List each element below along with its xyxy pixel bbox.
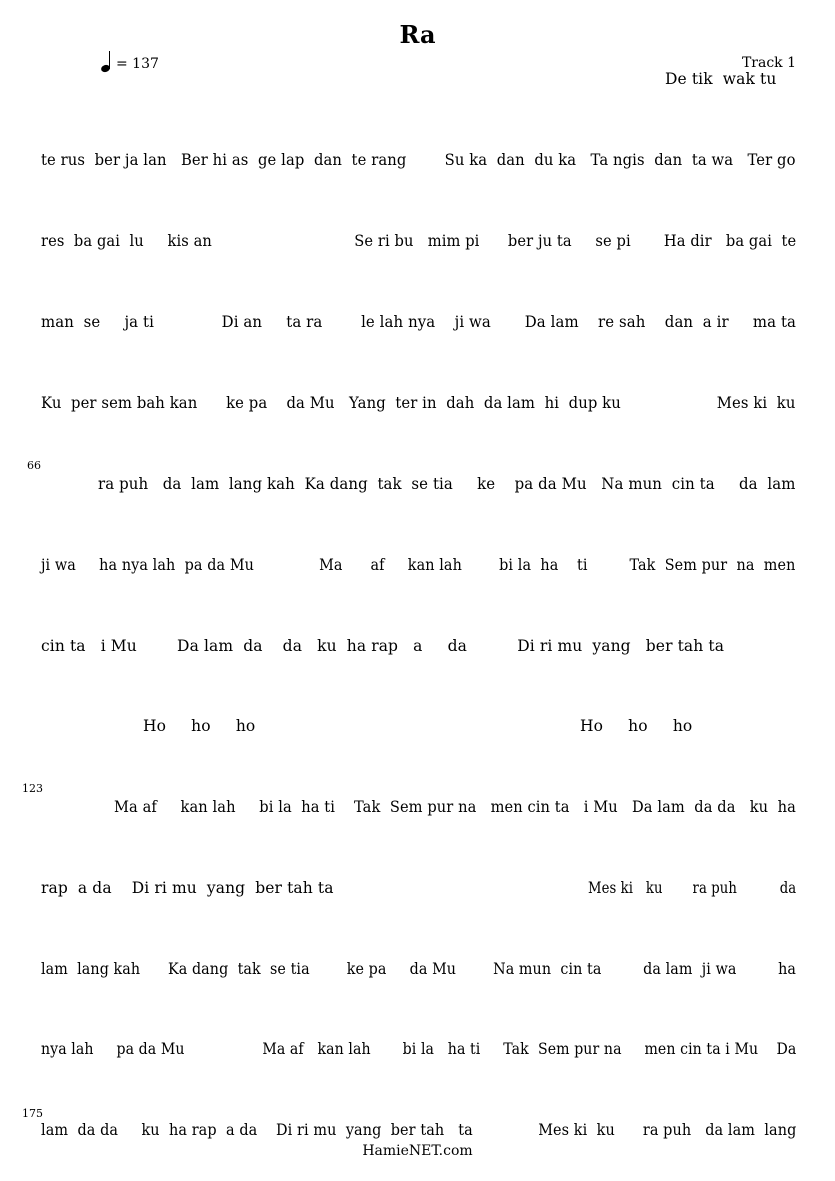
lyric-line: Ho ho ho — [580, 717, 693, 735]
lyric-line: lam da da ku ha rap a da Di ri mu yang ber tah ta Mes ki ku ra puh da lam lang — [41, 1121, 797, 1139]
lyric-line: lam lang kah Ka dang tak se tia ke pa da Mu Na mun cin ta da lam ji wa ha — [41, 960, 797, 978]
lyric-line: Mes ki ku ra puh da — [588, 879, 797, 897]
lyric-line: te rus ber ja lan Ber hi as ge lap dan te rang Su ka dan du ka Ta ngis dan ta wa Ter go — [41, 151, 796, 169]
lyric-line: nya lah pa da Mu Ma af kan lah bi la ha ti Tak Sem pur na men cin ta i Mu Da — [41, 1040, 797, 1058]
tempo-marking — [100, 50, 159, 72]
lyric-line: rap a da Di ri mu yang ber tah ta — [41, 879, 334, 897]
lyric-line: man se ja ti Di an ta ra le lah nya ji wa Da lam re sah dan a ir ma ta — [41, 313, 797, 331]
lyric-line: ra puh da lam lang kah Ka dang tak se tia ke pa da Mu Na mun cin ta da lam — [98, 475, 796, 493]
lyric-line: Ku per sem bah kan ke pa da Mu Yang ter in dah da lam hi dup ku Mes ki ku — [41, 394, 796, 412]
page-title: Ra — [399, 20, 436, 49]
lyric-line: ji wa ha nya lah pa da Mu Ma af kan lah bi la ha ti Tak Sem pur na men — [41, 556, 796, 574]
lyric-line: De tik wak tu — [665, 70, 777, 88]
quarter-note-icon — [100, 50, 114, 72]
measure-number: 66 — [27, 459, 41, 472]
lyric-line: cin ta i Mu Da lam da da ku ha rap a da Di ri mu yang ber tah ta — [41, 637, 725, 655]
lyric-line: Ma af kan lah bi la ha ti Tak Sem pur na men cin ta i Mu Da lam da da ku ha — [114, 798, 796, 816]
footer-credit: HamieNET.com — [362, 1143, 473, 1159]
measure-number: 123 — [22, 782, 43, 795]
lyric-line: Ho ho ho — [143, 717, 256, 735]
track-label: Track 1 — [741, 55, 796, 71]
measure-number: 175 — [22, 1107, 43, 1120]
tempo-value: = 137 — [116, 56, 159, 72]
lyric-line: res ba gai lu kis an Se ri bu mim pi ber ju ta se pi Ha dir ba gai te — [41, 232, 797, 250]
